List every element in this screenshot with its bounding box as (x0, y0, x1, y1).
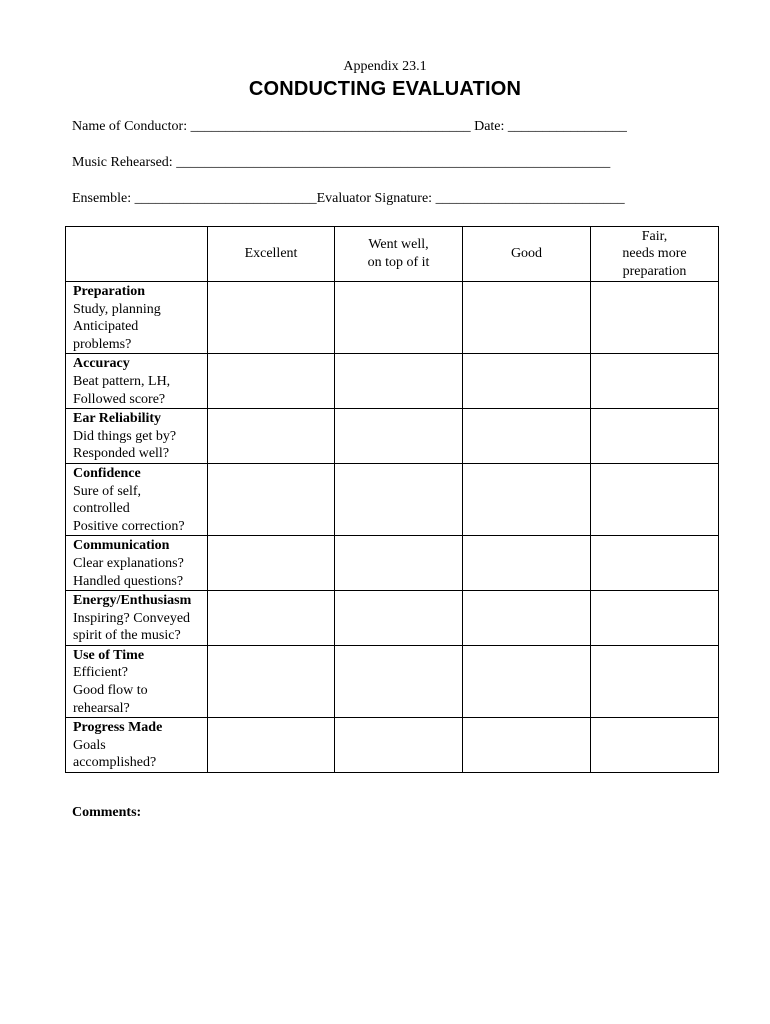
criterion-name: Communication (73, 538, 170, 554)
table-row (66, 463, 719, 535)
table-row (66, 718, 719, 773)
rating-cell[interactable] (335, 718, 463, 773)
criterion-confidence (66, 463, 208, 535)
criterion-energy-enthusiasm (66, 591, 208, 646)
rating-cell[interactable] (208, 409, 335, 464)
criterion-name: Ear Reliability (73, 411, 162, 427)
criterion-desc: Followed score? (73, 391, 166, 407)
criterion-desc: accomplished? (73, 755, 157, 771)
rating-cell[interactable] (208, 463, 335, 535)
criterion-desc: Did things get by? (73, 428, 177, 444)
criterion-name: Preparation (73, 284, 146, 299)
page-title: CONDUCTING EVALUATION (248, 78, 522, 100)
column-header-excellent: Excellent (208, 227, 335, 282)
appendix-label: Appendix 23.1 (343, 59, 427, 74)
criterion-desc: problems? (73, 336, 132, 352)
conductor-name-date-line[interactable]: Name of Conductor: ________________________________________ Date: _________________ (72, 119, 627, 134)
criterion-desc: Anticipated (73, 319, 139, 335)
rating-cell[interactable] (335, 591, 463, 646)
rating-cell[interactable] (591, 282, 719, 354)
criterion-desc: Inspiring? Conveyed (73, 610, 191, 626)
rating-cell[interactable] (208, 354, 335, 409)
rating-cell[interactable] (335, 645, 463, 717)
criterion-desc: Efficient? (73, 665, 128, 681)
rating-cell[interactable] (463, 463, 591, 535)
table-header-row (66, 227, 719, 282)
table-row (66, 591, 719, 646)
rating-cell[interactable] (335, 463, 463, 535)
rating-cell[interactable] (208, 645, 335, 717)
criterion-name: Use of Time (73, 647, 145, 663)
criterion-name: Confidence (73, 465, 141, 481)
ensemble-signature-line[interactable]: Ensemble: __________________________Evaluator Signature: ___________________________ (72, 191, 625, 206)
rating-cell[interactable] (463, 282, 591, 354)
rating-cell[interactable] (591, 718, 719, 773)
rating-cell[interactable] (591, 591, 719, 646)
comments-label: Comments: (72, 805, 142, 820)
criterion-use-of-time (66, 645, 208, 717)
rating-cell[interactable] (335, 282, 463, 354)
criterion-name: Energy/Enthusiasm (73, 593, 192, 609)
music-rehearsed-line[interactable]: Music Rehearsed: ______________________________________________________________ (72, 155, 611, 170)
criterion-desc: Clear explanations? (73, 555, 184, 571)
rating-cell[interactable] (208, 536, 335, 591)
column-header-went-well: Went well, on top of it (335, 227, 463, 282)
rating-cell[interactable] (335, 354, 463, 409)
rating-cell[interactable] (591, 645, 719, 717)
rating-cell[interactable] (463, 536, 591, 591)
rating-cell[interactable] (208, 718, 335, 773)
criterion-desc: Positive correction? (73, 518, 185, 534)
rating-cell[interactable] (463, 354, 591, 409)
criterion-desc: Handled questions? (73, 573, 184, 589)
criterion-desc: Sure of self, (73, 483, 142, 499)
rating-cell[interactable] (463, 409, 591, 464)
criterion-desc: Responded well? (73, 446, 170, 462)
rating-cell[interactable] (591, 463, 719, 535)
criterion-desc: Study, planning (73, 301, 161, 317)
criterion-preparation (66, 282, 208, 354)
rating-cell[interactable] (208, 591, 335, 646)
rating-cell[interactable] (463, 645, 591, 717)
criterion-name: Progress Made (73, 720, 163, 736)
criterion-accuracy (66, 354, 208, 409)
rating-cell[interactable] (463, 591, 591, 646)
criterion-progress-made (66, 718, 208, 773)
table-row (66, 354, 719, 409)
criterion-communication (66, 536, 208, 591)
evaluation-table (65, 226, 719, 773)
rating-cell[interactable] (335, 409, 463, 464)
rating-cell[interactable] (463, 718, 591, 773)
rating-cell[interactable] (591, 409, 719, 464)
criterion-desc: rehearsal? (73, 700, 130, 716)
column-header-fair: Fair, needs more preparation (591, 227, 719, 282)
rating-cell[interactable] (335, 536, 463, 591)
criterion-desc: Beat pattern, LH, (73, 373, 171, 389)
table-row (66, 536, 719, 591)
criterion-desc: controlled (73, 501, 130, 517)
header-blank-cell (66, 227, 208, 282)
table-row (66, 409, 719, 464)
table-row (66, 645, 719, 717)
rating-cell[interactable] (591, 354, 719, 409)
criterion-ear-reliability (66, 409, 208, 464)
criterion-desc: spirit of the music? (73, 628, 181, 644)
criterion-desc: Goals (73, 737, 106, 753)
rating-cell[interactable] (591, 536, 719, 591)
table-row (66, 282, 719, 354)
criterion-desc: Good flow to (73, 683, 148, 699)
rating-cell[interactable] (208, 282, 335, 354)
column-header-good: Good (463, 227, 591, 282)
criterion-name: Accuracy (73, 356, 130, 372)
